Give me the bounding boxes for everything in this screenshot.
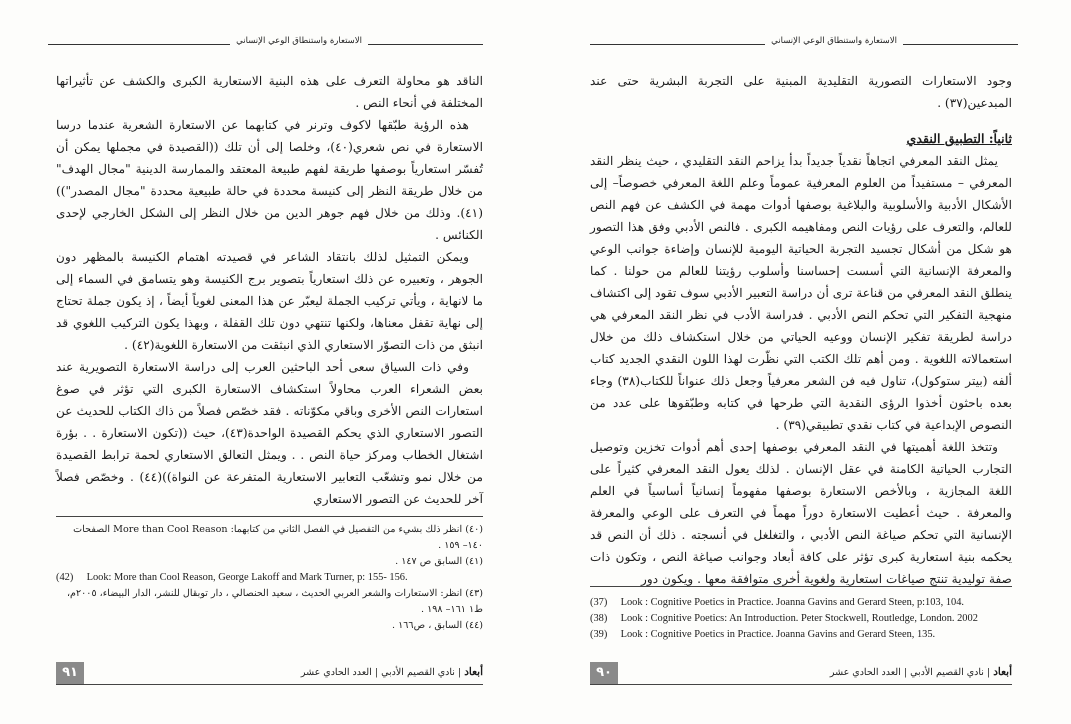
footnote-text: انظر: الاستعارات والشعر العربي الحديث ، سعيد الحنصالي ، دار توبقال للنشر، الدار البيضاء، ٢٠٠٥م، ط١ ١٦١– ١٩٨ . [66, 588, 483, 615]
paragraph: وتتخذ اللغة أهميتها في النقد المعرفي بوصفها إحدى أهم أدوات تخزين وتوصيل التجارب الحياتية الكامنة في عقل الإنسان . لذلك يعول النقد المعرفي كثيراً على اللغة المجازية ، وبالأخص الاستعارة بوصفها مفهوماً إنسانياً أساسياً في العلم والمعرفة . حيث أعطيت الاستعارة دوراً مهماً في التعرف على الوعي والمعرفة الإنسانية التي تحكم صياغة النص الأدبي ، والتغلغل في أنسجته . ذلك أن النص قد يحكمه بنية استعارية كبرى تؤثر على كافة أبعاد وجوانب صياغة النص ، وتكون ذات صفة توليدية تنتج صياغات استعارية ولغوية أخرى متوافقة معها . ويكون دور [590, 440, 1012, 586]
footnote-number: (37) [590, 597, 608, 608]
right-footnotes [590, 595, 1012, 643]
left-body-text [56, 70, 483, 510]
footnote-separator [56, 516, 483, 517]
left-running-header [48, 34, 483, 48]
footnote-text: انظر ذلك بشيء من التفصيل في الفصل الثاني من كتابهما: More than Cool Reason الصفحات ١٤٠– ١٥٩ . [73, 524, 483, 551]
footnote-number: (٤٤) [465, 620, 483, 631]
right-body-text [590, 70, 1012, 590]
footnote-number: (42) [56, 572, 74, 583]
footnote-text: Look: More than Cool Reason, George Lakoff and Mark Turner, p: 155- 156. [86, 572, 408, 583]
footnote-number: (٤١) [465, 556, 483, 567]
journal-info: نادي القصيم الأدبي | العدد الحادي عشر [829, 667, 984, 678]
paragraph: الناقد هو محاولة التعرف على هذه البنية الاستعارية الكبرى والكشف عن تأثيراتها المختلفة في أنحاء النص . [56, 74, 483, 110]
footnote [56, 570, 483, 586]
footnote [56, 522, 483, 554]
footnote-text: Look : Cognitive Poetics in Practice. Joanna Gavins and Gerard Steen, p:103, 104. [620, 597, 965, 608]
footnote [590, 611, 1012, 627]
right-page [590, 0, 1018, 724]
right-footer [590, 662, 1018, 686]
left-page [48, 0, 483, 724]
page-number-badge: ٩٠ [590, 662, 618, 684]
footnote-number: (38) [590, 613, 608, 624]
right-running-header [590, 34, 1018, 48]
section-heading: ثانياً: التطبيق النقدي [906, 131, 1012, 146]
footnote [590, 595, 1012, 611]
journal-info: نادي القصيم الأدبي | العدد الحادي عشر [300, 667, 455, 678]
left-footnotes [56, 522, 483, 634]
footnote-number: (٤٣) [465, 588, 483, 599]
footnote-text: Look : Cognitive Poetics in Practice. Joanna Gavins and Gerard Steen, 135. [620, 629, 936, 640]
running-header-title: الاستعارة واستنطاق الوعي الإنساني [765, 36, 903, 46]
paragraph: هذه الرؤية طبّقها لاكوف وترنر في كتابهما عن الاستعارة الشعرية عندما درسا الاستعارة في نص شعري(٤٠)، وخلصا إلى أن تلك ((القصيدة في مجملها يمكن أن تُفسّر استعارياً بوصفها طريقة لفهم طبيعة المعتقد والممارسة الدينية "مجال الهدف" من خلال طريقة النظر إلى كنيسة محددة في حالة طبيعية محددة "مجال المصدر"))(٤١). وذلك من خلال فهم جوهر الدين من خلال النظر إلى الشكل الخارجي لإحدى الكنائس . [56, 118, 483, 242]
footnote [56, 618, 483, 634]
left-footer [48, 662, 483, 686]
footnote-text: السابق ص ١٤٧ . [395, 556, 463, 567]
footer-rule [590, 684, 1012, 685]
footnote [56, 586, 483, 618]
journal-name: أبعاد [993, 666, 1012, 678]
footer-rule [56, 684, 483, 685]
page-number-badge: ٩١ [56, 662, 84, 684]
paragraph: ويمكن التمثيل لذلك بانتقاد الشاعر في قصيدته اهتمام الكنيسة بالمظهر دون الجوهر ، وتعبيره عن ذلك استعارياً بتصوير برج الكنيسة وهو يتسامق في السماء إلى ما لانهاية ، ويأتي تركيب الجملة ليعبّر عن هذا المعنى لغوياً أيضاً ، إذ يكون جملة تحتاج إلى نهاية تقفل معناها، ولكنها تنتهي دون تلك القفلة ، وبهذا يكون التركيب اللغوي قد انبثق من ذات التصوّر الاستعاري الذي انبثقت من الاستعارة اللغوية(٤٢) . [56, 250, 483, 352]
footnote-text: السابق ، ص١٦٦ . [392, 620, 463, 631]
footer-journal: أبعاد | نادي القصيم الأدبي | العدد الحادي عشر [300, 666, 483, 678]
footnote-number: (٤٠) [465, 524, 483, 535]
footnote-separator [590, 586, 1012, 587]
running-header-title: الاستعارة واستنطاق الوعي الإنساني [230, 36, 368, 46]
paragraph: وجود الاستعارات التصورية التقليدية المبنية على التجربة البشرية حتى عند المبدعين(٣٧) . [590, 74, 1012, 110]
footer-journal: أبعاد | نادي القصيم الأدبي | العدد الحادي عشر [829, 666, 1012, 678]
footnote-text: Look : Cognitive Poetics: An Introduction. Peter Stockwell, Routledge, London. 2002 [620, 613, 978, 624]
journal-name: أبعاد [464, 666, 483, 678]
paragraph: وفي ذات السياق سعى أحد الباحثين العرب إلى دراسة الاستعارة التصويرية عند بعض الشعراء العرب محاولاً استكشاف الاستعارة الكبرى التي تؤثر في صوغ استعارات النص الأخرى وباقي مكوّناته . فقد خصّص فصلاً من ذاك الكتاب للحديث عن التصور الاستعاري الذي يحكم القصيدة الواحدة(٤٣)، حيث ((تكون الاستعارة . . بؤرة اشتغال الخطاب ومركز حياة النص . . ويمثل التعالق الاستعاري لحمة ترابط القصيدة من خلال نمو وتشعّب التعابير الاستعارية المتفرعة عن النواة))(٤٤) . وخصّص فصلاً آخر للحديث عن التصور الاستعاري [56, 360, 483, 506]
paragraph: يمثل النقد المعرفي اتجاهاً نقدياً جديداً بدأ يزاحم النقد التقليدي ، حيث ينظر النقد المعرفي – مستفيداً من العلوم المعرفية عموماً وعلم اللغة المعرفي خصوصاً– إلى الأشكال الأدبية والأسلوبية والبلاغية بوصفها أدوات مهمة في الكشف عن فهم النص للعالم، والتعرف على رؤيات النص ومفاهيمه الكبرى . فالنص الأدبي وفق هذا التصور هو شكل من أشكال تجسيد التجربة الحياتية اليومية للإنسان وإضاءة جوانب الوعي والمعرفة الإنسانية التي أسست إحساسنا وأسلوب رؤيتنا للعالم من حولنا . كما ينطلق النقد المعرفي من قناعة ترى أن دراسة التعبير الأدبي سوف تقود إلى اكتشاف منهجية التفكير التي تحكم النص الأدبي . فدراسة الأدب في نظر النقد المعرفي هي دراسة لطريقة تفكير الإنسان ووعيه الحياتي من خلال استكشاف ذلك من خلال استعمالاته اللغوية . ومن أهم تلك الكتب التي نظّرت لهذا اللون النقدي الجديد كتاب ألفه (بيتر ستوكول)، تناول فيه فن الشعر معرفياً وجعل ذلك عنواناً للكتاب(٣٨) وجاء بعده باحثون أخذوا الرؤى النقدية التي طرحها في كتابه وطبّقوها على عدد من النصوص الإبداعية في كتاب نقدي تطبيقي(٣٩) . [590, 154, 1012, 432]
footnote-number: (39) [590, 629, 608, 640]
footnote [590, 627, 1012, 643]
footnote [56, 554, 483, 570]
